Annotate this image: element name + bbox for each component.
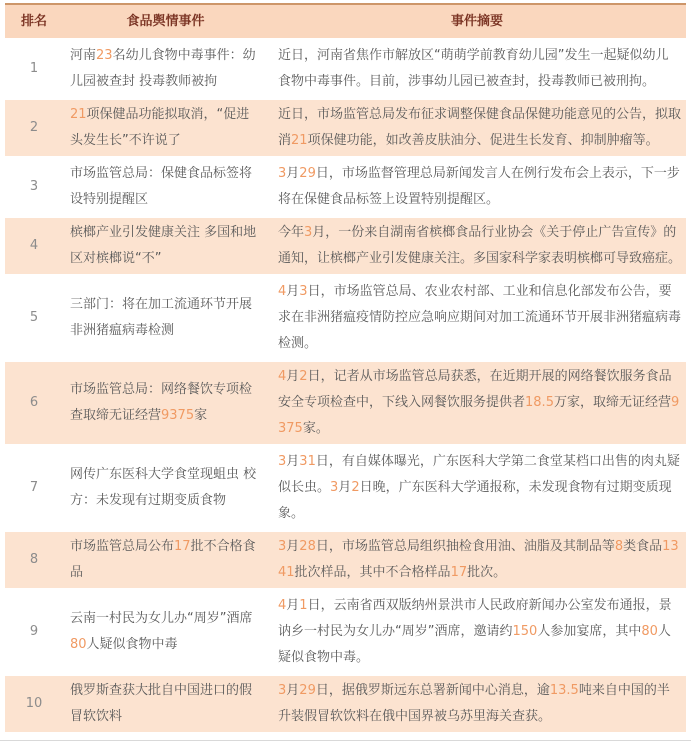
- event-title-cell: 21项保健品功能拟取消，“促进头发生长”不许说了: [63, 100, 268, 159]
- table-body: [5, 41, 686, 735]
- event-title-cell: 三部门：将在加工流通环节开展非洲猪瘟病毒检测: [63, 277, 268, 362]
- event-title-cell: 俄罗斯查获大批自中国进口的假冒软饮料: [63, 676, 268, 735]
- event-title-cell: 市场监管总局：网络餐饮专项检查取缔无证经营9375家: [63, 362, 268, 447]
- rank-cell: 7: [5, 447, 63, 532]
- rank-cell: 5: [5, 277, 63, 362]
- rank-cell: 3: [5, 159, 63, 218]
- table-row: [5, 591, 686, 676]
- rank-cell: 9: [5, 591, 63, 676]
- event-summary-cell: 4月3日，市场监管总局、农业农村部、工业和信息化部发布公告，要求在非洲猪瘟疫情防控应急响应期间对加工流通环节开展非洲猪瘟病毒检测。: [268, 277, 686, 362]
- column-header-event: 食品舆情事件: [63, 5, 268, 41]
- header-row: [5, 5, 686, 41]
- column-header-summary: 事件摘要: [268, 5, 686, 41]
- event-title-cell: 槟榔产业引发健康关注 多国和地区对槟榔说“不”: [63, 218, 268, 277]
- table-row: [5, 218, 686, 277]
- table-row: [5, 159, 686, 218]
- event-summary-cell: 3月29日，据俄罗斯远东总署新闻中心消息，逾13.5吨来自中国的半升装假冒软饮料在俄中国界被乌苏里海关查获。: [268, 676, 686, 735]
- rank-cell: 8: [5, 532, 63, 591]
- rank-cell: 10: [5, 676, 63, 735]
- event-title-cell: 市场监管总局：保健食品标签将设特别提醒区: [63, 159, 268, 218]
- event-summary-cell: 3月29日，市场监督管理总局新闻发言人在例行发布会上表示，下一步将在保健食品标签上设置特别提醒区。: [268, 159, 686, 218]
- table-row: [5, 362, 686, 447]
- table-row: [5, 41, 686, 100]
- event-summary-cell: 4月1日，云南省西双版纳州景洪市人民政府新闻办公室发布通报，景讷乡一村民为女儿办“周岁”酒席，邀请约150人参加宴席，其中80人疑似食物中毒。: [268, 591, 686, 676]
- event-summary-cell: 4月2日，记者从市场监管总局获悉，在近期开展的网络餐饮服务食品安全专项检查中，下线入网餐饮服务提供者18.5万家，取缔无证经营9375家。: [268, 362, 686, 447]
- event-summary-cell: 3月31日，有自媒体曝光，广东医科大学第二食堂某档口出售的肉丸疑似长虫。3月2日晚，广东医科大学通报称，未发现食物有过期变质现象。: [268, 447, 686, 532]
- table-row: [5, 100, 686, 159]
- rank-cell: 1: [5, 41, 63, 100]
- food-news-ranking-table: [5, 3, 686, 735]
- event-summary-cell: 3月28日，市场监管总局组织抽检食用油、油脂及其制品等8类食品1341批次样品，其中不合格样品17批次。: [268, 532, 686, 591]
- table-row: [5, 532, 686, 591]
- event-summary-cell: 今年3月，一份来自湖南省槟榔食品行业协会《关于停止广告宣传》的通知，让槟榔产业引发健康关注。多国家科学家表明槟榔可导致癌症。: [268, 218, 686, 277]
- rank-cell: 4: [5, 218, 63, 277]
- event-title-cell: 市场监管总局公布17批不合格食品: [63, 532, 268, 591]
- table-header: [5, 5, 686, 41]
- event-summary-cell: 近日，市场监管总局发布征求调整保健食品保健功能意见的公告，拟取消21项保健功能，如改善皮肤油分、促进生长发育、抑制肿瘤等。: [268, 100, 686, 159]
- rank-cell: 2: [5, 100, 63, 159]
- table-row: [5, 447, 686, 532]
- column-header-rank: 排名: [5, 5, 63, 41]
- event-summary-cell: 近日，河南省焦作市解放区“萌萌学前教育幼儿园”发生一起疑似幼儿食物中毒事件。目前，涉事幼儿园已被查封，投毒教师已被刑拘。: [268, 41, 686, 100]
- event-title-cell: 云南一村民为女儿办“周岁”酒席 80人疑似食物中毒: [63, 591, 268, 676]
- table-row: [5, 277, 686, 362]
- rank-cell: 6: [5, 362, 63, 447]
- table-row: [5, 676, 686, 735]
- event-title-cell: 河南23名幼儿食物中毒事件：幼儿园被查封 投毒教师被拘: [63, 41, 268, 100]
- event-title-cell: 网传广东医科大学食堂现蛆虫 校方：未发现有过期变质食物: [63, 447, 268, 532]
